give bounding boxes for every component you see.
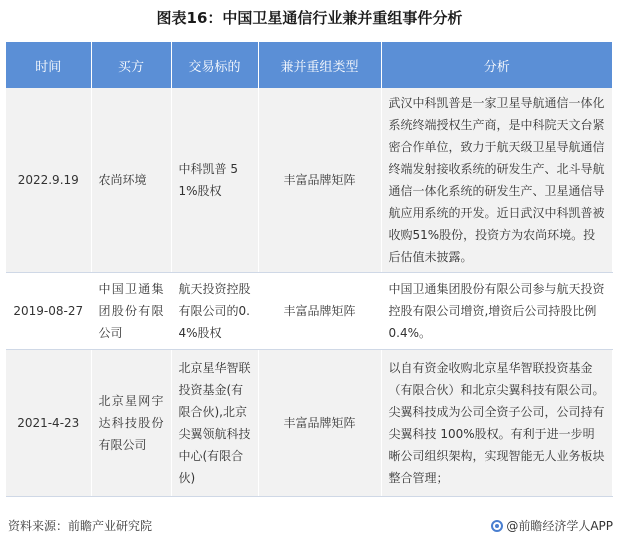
- cell-target: 中科凯普 51%股权: [171, 88, 258, 273]
- cell-analysis: 中国卫通集团股份有限公司参与航天投资控股有限公司增资,增资后公司持股比例0.4%。: [381, 273, 612, 350]
- source-note: 资料来源：前瞻产业研究院: [8, 519, 153, 533]
- cell-date: 2022.9.19: [6, 88, 91, 273]
- qianzhan-logo-icon: [491, 520, 503, 532]
- cell-date: 2021-4-23: [6, 350, 91, 497]
- cell-analysis: 以自有资金收购北京星华智联投资基金（有限合伙）和北京尖翼科技有限公司。尖翼科技成为公司全资子公司，公司持有尖翼科技 100%股权。有利于进一步明晰公司组织架构，实现智能无人业务板块整合管理；: [381, 350, 612, 497]
- cell-target: 航天投资控股有限公司的0.4%股权: [171, 273, 258, 350]
- app-credit: [491, 517, 613, 534]
- page-title: 图表16：中国卫星通信行业兼并重组事件分析: [156, 9, 463, 27]
- table-row: [6, 88, 612, 273]
- header-time: 时间: [6, 42, 91, 88]
- header-target: 交易标的: [171, 42, 258, 88]
- merger-events-table: [6, 42, 613, 497]
- app-credit-text: @前瞻经济学人APP: [506, 519, 613, 533]
- cell-date: 2019-08-27: [6, 273, 91, 350]
- cell-type: 丰富品牌矩阵: [258, 350, 381, 497]
- cell-buyer: 北京星网宇达科技股份有限公司: [91, 350, 171, 497]
- table-header-row: [6, 42, 612, 88]
- cell-type: 丰富品牌矩阵: [258, 88, 381, 273]
- cell-buyer: 中国卫通集团股份有限公司: [91, 273, 171, 350]
- header-type: 兼并重组类型: [258, 42, 381, 88]
- cell-buyer: 农尚环境: [91, 88, 171, 273]
- cell-analysis: 武汉中科凯普是一家卫星导航通信一体化系统终端授权生产商，是中科院天文台紧密合作单位，致力于航天级卫星导航通信终端发射接收系统的研发生产、北斗导航通信一体化系统的研发生产、卫星通信导航应用系统的开发。近日武汉中科凯普被收购51%股份，投资方为农尚环境。投后估值未披露。: [381, 88, 612, 273]
- cell-target: 北京星华智联投资基金(有限合伙),北京尖翼领航科技中心(有限合伙): [171, 350, 258, 497]
- header-buyer: 买方: [91, 42, 171, 88]
- table-row: [6, 273, 612, 350]
- table-row: [6, 350, 612, 497]
- header-analysis: 分析: [381, 42, 612, 88]
- cell-type: 丰富品牌矩阵: [258, 273, 381, 350]
